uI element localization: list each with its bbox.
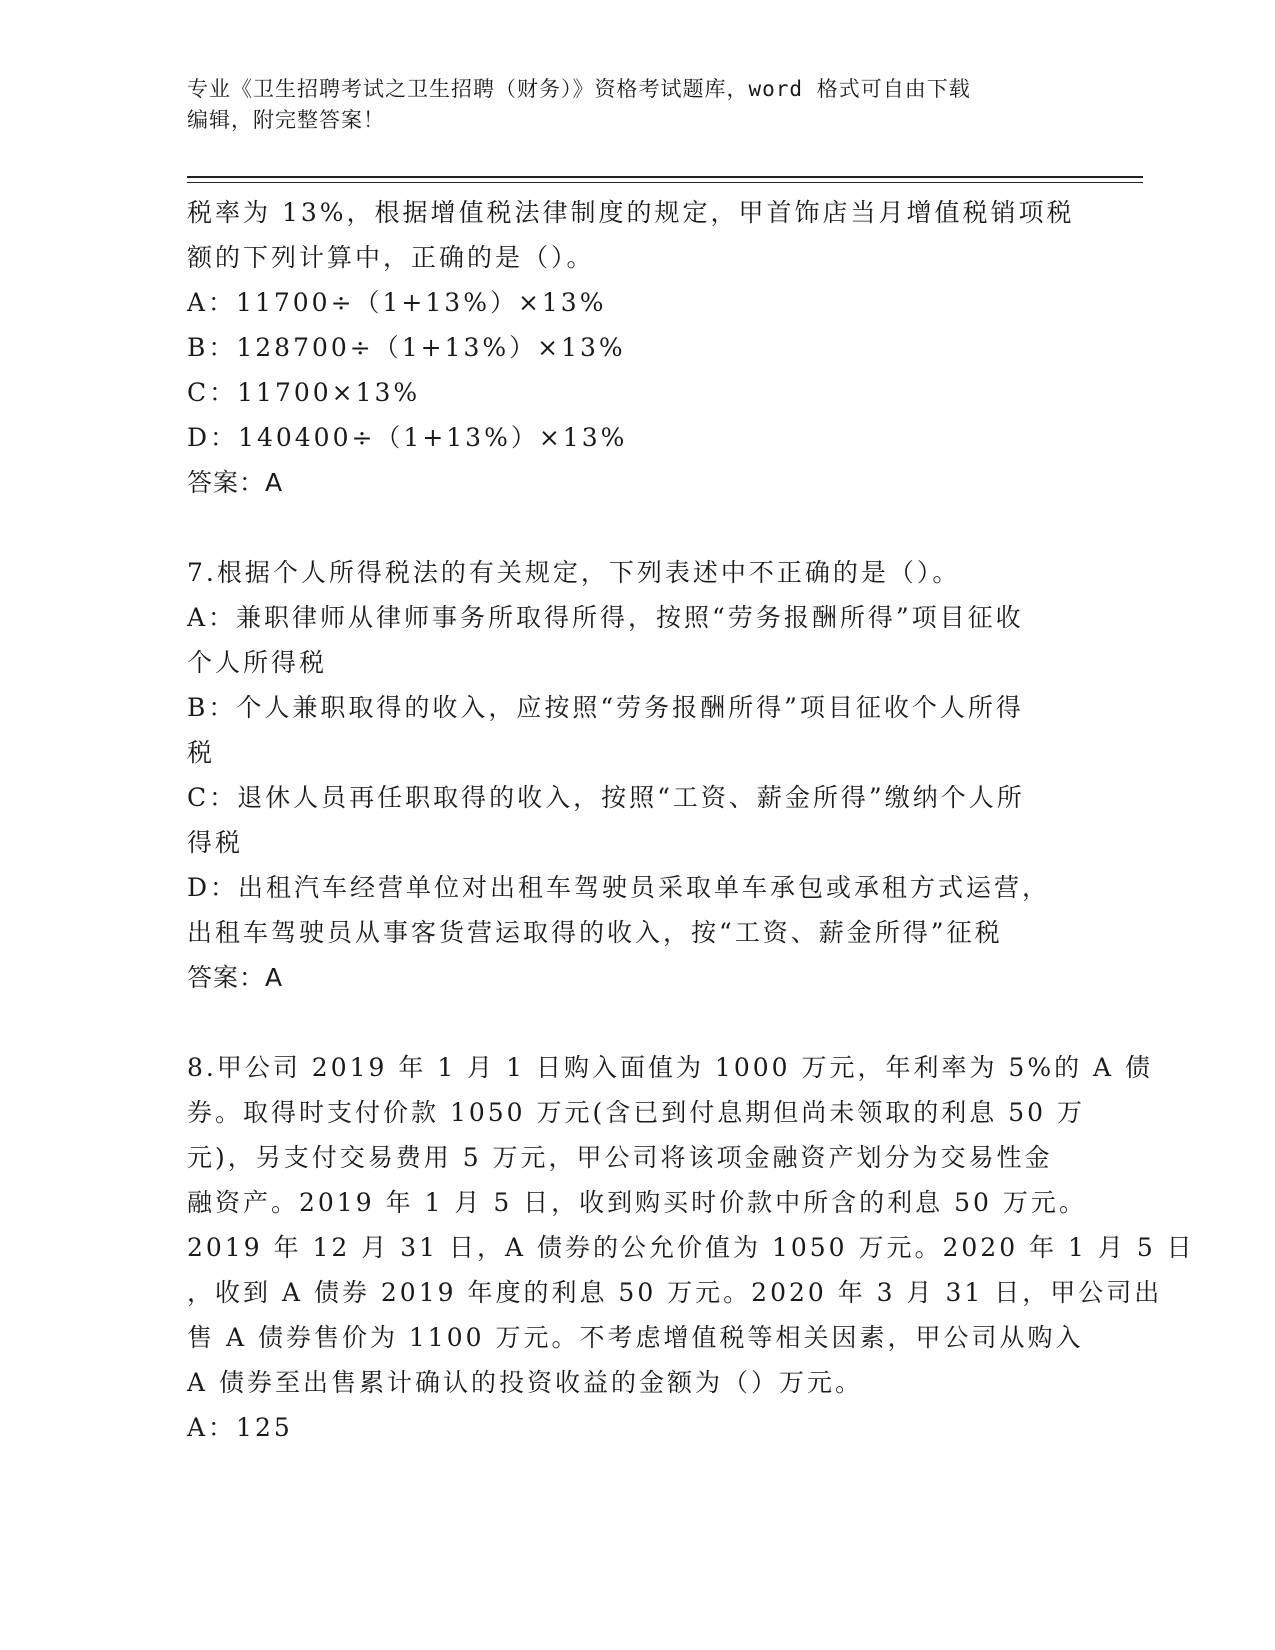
question-stem-line: 售 A 债券售价为 1100 万元。不考虑增值税等相关因素，甲公司从购入 <box>187 1323 1084 1352</box>
question-stem-line: ，收到 A 债券 2019 年度的利息 50 万元。2020 年 3 月 31 日，甲公司出 <box>187 1278 1163 1307</box>
option-b: B：个人兼职取得的收入，应按照“劳务报酬所得”项目征收个人所得 <box>187 693 1024 722</box>
header-divider-thick <box>187 176 1143 178</box>
option-d: D：140400÷（1+13%）×13% <box>187 423 628 452</box>
option-b: B：128700÷（1+13%）×13% <box>187 333 626 362</box>
question-stem: 7.根据个人所得税法的有关规定，下列表述中不正确的是（）。 <box>187 558 961 587</box>
question-stem-line: 税率为 13%，根据增值税法律制度的规定，甲首饰店当月增值税销项税 <box>187 198 1075 227</box>
spacer <box>187 1000 1097 1045</box>
option-a: A：125 <box>187 1413 293 1442</box>
question-content <box>187 190 1195 1450</box>
option-d: D：出租汽车经营单位对出租车驾驶员采取单车承包或承租方式运营， <box>187 873 1051 902</box>
answer-line: 答案：A <box>187 963 284 992</box>
question-stem-line: 元)，另支付交易费用 5 万元，甲公司将该项金融资产划分为交易性金 <box>187 1143 1053 1172</box>
option-a: A：兼职律师从律师事务所取得所得，按照“劳务报酬所得”项目征收 <box>187 603 1024 632</box>
question-8 <box>187 1045 1195 1450</box>
question-stem-line: 8.甲公司 2019 年 1 月 1 日购入面值为 1000 万元，年利率为 5%的 A 债 <box>187 1053 1154 1082</box>
header-divider-thin <box>187 182 1143 183</box>
question-stem-line: A 债券至出售累计确认的投资收益的金额为（）万元。 <box>187 1368 864 1397</box>
option-b-continued: 税 <box>187 738 216 767</box>
spacer <box>187 505 1097 550</box>
option-a: A：11700÷（1+13%）×13% <box>187 288 607 317</box>
question-6-continued <box>187 190 1097 505</box>
document-header <box>187 74 1087 136</box>
question-stem-line: 2019 年 12 月 31 日，A 债券的公允价值为 1050 万元。2020 年 1 月 5 日 <box>187 1233 1195 1262</box>
header-line-1: 专业《卫生招聘考试之卫生招聘（财务）》资格考试题库，word 格式可自由下载 <box>187 77 971 101</box>
option-a-continued: 个人所得税 <box>187 648 328 677</box>
question-stem-line: 额的下列计算中，正确的是（）。 <box>187 243 595 272</box>
question-stem-line: 融资产。2019 年 1 月 5 日，收到购买时价款中所含的利息 50 万元。 <box>187 1188 1087 1217</box>
option-c: C：11700×13% <box>187 378 421 407</box>
header-line-2: 编辑，附完整答案！ <box>187 108 385 132</box>
option-d-continued: 出租车驾驶员从事客货营运取得的收入，按“工资、薪金所得”征税 <box>187 918 1003 947</box>
option-c: C：退休人员再任职取得的收入，按照“工资、薪金所得”缴纳个人所 <box>187 783 1025 812</box>
question-stem-line: 券。取得时支付价款 1050 万元(含已到付息期但尚未领取的利息 50 万 <box>187 1098 1085 1127</box>
option-c-continued: 得税 <box>187 828 244 857</box>
question-7 <box>187 550 1097 1000</box>
answer-line: 答案：A <box>187 468 284 497</box>
